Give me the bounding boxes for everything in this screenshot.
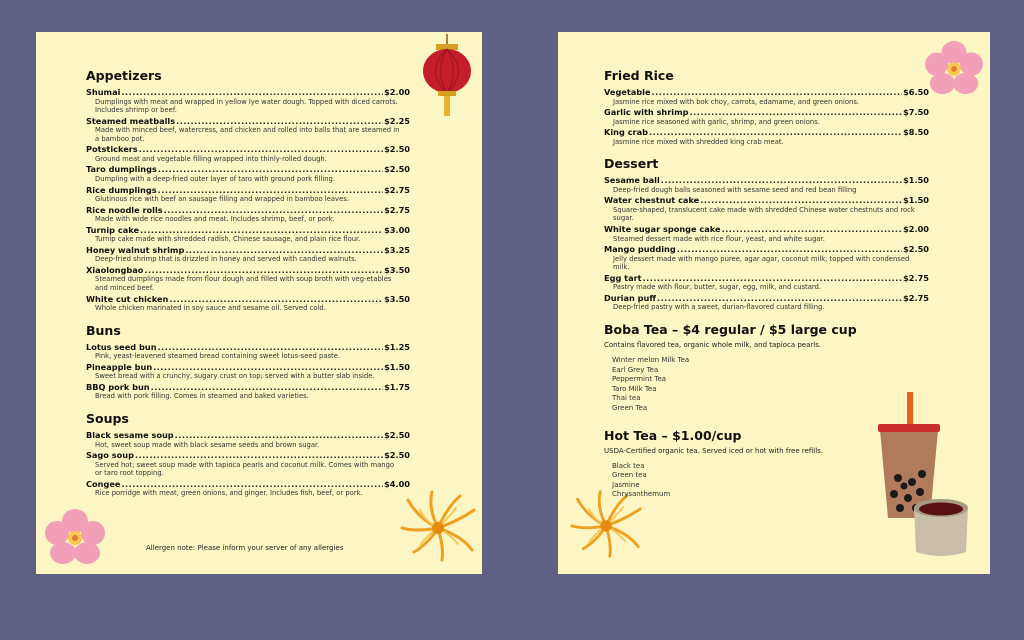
section-title: Buns (86, 322, 121, 338)
menu-item-description: Pastry made with flour, butter, sugar, egg, milk, and custard. (613, 283, 822, 292)
section-title: Fried Rice (604, 68, 674, 83)
menu-item-price: $3.50 (384, 293, 410, 304)
menu-item-price: $2.75 (903, 292, 929, 303)
menu-item-row (86, 164, 410, 175)
menu-item-price: $1.50 (903, 175, 929, 186)
menu-item-name: Durian puff (604, 292, 656, 303)
menu-item-price: $2.75 (903, 272, 929, 283)
menu-item-description: Rice porridge with meat, green onions, and ginger. Includes fish, beef, or pork. (95, 489, 363, 498)
menu-item-name: White sugar sponge cake (604, 224, 721, 235)
dot-leader (121, 479, 383, 490)
section-title: Soups (86, 411, 129, 426)
dot-leader (185, 245, 383, 256)
dot-leader (139, 144, 383, 155)
orange-chrysanthemum-icon (398, 488, 478, 564)
dot-leader (151, 382, 383, 393)
menu-item-name: Honey walnut shrimp (86, 244, 185, 255)
menu-item (604, 87, 929, 106)
menu-page-right (558, 32, 990, 574)
boba-flavor-list (604, 356, 929, 414)
menu-item-row (86, 430, 410, 441)
flavor-item: Black tea (612, 461, 645, 470)
menu-item-row (604, 175, 929, 186)
menu-item-row (86, 362, 410, 373)
dot-leader (158, 185, 383, 196)
dot-leader (643, 273, 903, 284)
menu-item-description: Turnip cake made with shredded radish, Chinese sausage, and plain rice flour. (95, 235, 361, 244)
menu-item (86, 225, 410, 244)
menu-item-row (86, 265, 410, 276)
dot-leader (158, 164, 383, 175)
red-lantern-icon (420, 34, 474, 118)
menu-item (604, 195, 929, 223)
hot-tea-title: Hot Tea – $1.00/cup (604, 427, 742, 443)
dot-leader (657, 293, 902, 304)
boba-tea-note: Contains flavored tea, organic whole milk, and tapioca pearls. (604, 341, 822, 350)
menu-item-name: Sago soup (86, 450, 134, 461)
hot-tea-flavor-list (604, 462, 929, 500)
dot-leader (661, 175, 902, 186)
menu-item-name: Xiaolongbao (86, 264, 144, 275)
dot-leader (176, 116, 383, 127)
menu-item-description: Made with minced beef, watercress, and chicken and rolled into balls that are steamed in a bamboo pot. (95, 126, 400, 143)
menu-item-price: $1.25 (384, 341, 410, 352)
menu-item-description: Jelly dessert made with mango puree, agar agar, coconut milk; topped with condensed milk. (613, 254, 910, 272)
hot-tea-note: USDA-Certified organic tea. Served iced or hot with free refills. (604, 446, 824, 455)
menu-item-name: Mango pudding (604, 244, 676, 255)
section-fried-rice (604, 68, 929, 146)
menu-item-name: Black sesame soup (86, 430, 174, 440)
menu-item-name: Rice noodle rolls (86, 204, 163, 215)
menu-item-name: Taro dumplings (86, 164, 157, 175)
menu-item (86, 265, 410, 293)
menu-item-name: Lotus seed bun (86, 341, 157, 352)
menu-item-description: Deep-fried dough balls seasoned with sesame seed and red bean filling (613, 185, 857, 194)
menu-item-price: $2.00 (903, 224, 929, 235)
menu-item-price: $7.50 (903, 107, 929, 118)
menu-item-description: Jasmine rice seasoned with garlic, shrimp, and green onions. (613, 117, 820, 126)
menu-item-name: Potstickers (86, 144, 138, 155)
menu-item-row (604, 107, 929, 118)
menu-item (86, 144, 410, 163)
flavor-item: Thai tea (612, 394, 641, 403)
menu-item (86, 342, 410, 361)
menu-item-description: Made with wide rice noodles and meat. Includes shrimp, beef, or pork. (95, 215, 335, 224)
menu-item-price: $4.00 (384, 478, 410, 489)
flavor-item: Taro Milk Tea (612, 384, 657, 393)
menu-item-name: Vegetable (604, 87, 651, 97)
menu-item-price: $3.50 (384, 264, 410, 275)
menu-item-row (86, 205, 410, 216)
menu-item-price: $2.75 (384, 204, 410, 215)
menu-item-row (86, 382, 410, 393)
dot-leader (121, 87, 383, 98)
menu-item-name: Egg tart (604, 272, 642, 283)
menu-item-price: $1.75 (384, 381, 410, 392)
dot-leader (169, 294, 383, 305)
menu-item-name: White cut chicken (86, 293, 169, 304)
section-title: Dessert (604, 156, 659, 172)
menu-item-name: Rice dumplings (86, 184, 157, 195)
flavor-item: Jasmine (612, 480, 640, 489)
menu-item (86, 450, 410, 478)
menu-item-price: $2.00 (384, 87, 410, 97)
menu-item-description: Jasmine rice mixed with bok choy, carrots, edamame, and green onions. (613, 97, 860, 106)
menu-item-price: $8.50 (903, 127, 929, 138)
section-dessert (604, 156, 929, 312)
menu-item-row (86, 294, 410, 305)
menu-item-row (86, 116, 410, 127)
menu-item-row (86, 144, 410, 155)
menu-item-description: Square-shaped, translucent cake made with shredded Chinese water chestnuts and rock sugar. (613, 205, 915, 223)
dot-leader (164, 205, 383, 216)
menu-item-row (604, 273, 929, 284)
menu-item-row (86, 245, 410, 256)
menu-item-name: King crab (604, 127, 648, 138)
dot-leader (690, 107, 903, 118)
menu-item-description: Served hot; sweet soup made with tapioca pearls and coconut milk. Comes with mango or taro root topping. (95, 460, 395, 478)
menu-item-price: $2.25 (384, 115, 410, 126)
menu-item-price: $2.50 (384, 144, 410, 155)
menu-item (604, 127, 929, 146)
menu-item-price: $2.50 (903, 244, 929, 255)
menu-right-content (604, 68, 929, 510)
menu-item-row (86, 342, 410, 353)
menu-item-price: $3.25 (384, 244, 410, 255)
menu-item (86, 245, 410, 264)
menu-item-name: Garlic with shrimp (604, 107, 689, 118)
dot-leader (700, 195, 902, 206)
menu-item (86, 185, 410, 204)
menu-item-price: $2.50 (384, 430, 410, 440)
menu-item-row (604, 224, 929, 235)
menu-item-description: Dumpling with a deep-fried outer layer of taro with ground pork filling. (95, 174, 335, 183)
section-title: Appetizers (86, 68, 162, 83)
boba-tea-title: Boba Tea – $4 regular / $5 large cup (604, 322, 857, 338)
flavor-item: Green Tea (612, 404, 648, 412)
menu-item-name: Shumai (86, 87, 121, 97)
menu-item (86, 294, 410, 313)
dot-leader (175, 430, 383, 441)
menu-item-row (86, 225, 410, 236)
dot-leader (649, 127, 902, 138)
menu-item-price: $2.50 (384, 450, 410, 461)
dot-leader (135, 450, 383, 461)
menu-item-row (86, 450, 410, 461)
menu-item (604, 293, 929, 312)
menu-item-description: Steamed dessert made with rice flour, yeast, and white sugar. (613, 234, 825, 243)
menu-item-row (604, 293, 929, 304)
menu-item-description: Whole chicken marinated in soy sauce and sesame oil. Served cold. (95, 304, 326, 313)
section-hot-tea (604, 428, 929, 500)
menu-item-description: Ground meat and vegetable filling wrapped into thinly-rolled dough. (95, 154, 327, 163)
menu-left-content (86, 68, 410, 508)
menu-item-description: Deep-fried shrimp that is drizzled in honey and served with candied walnuts. (95, 255, 357, 264)
menu-item-row (604, 244, 929, 255)
menu-item (86, 164, 410, 183)
flavor-item: Green tea (612, 471, 647, 480)
menu-item-price: $6.50 (903, 87, 929, 97)
menu-item-description: Deep-fried pastry with a sweet, durian-flavored custard filling. (613, 303, 825, 312)
menu-item-name: Sesame ball (604, 175, 660, 186)
menu-item-name: Water chestnut cake (604, 195, 700, 206)
section-boba-tea (604, 322, 929, 414)
menu-item (86, 116, 410, 144)
section-appetizers (86, 68, 410, 313)
menu-item (86, 382, 410, 401)
menu-item-name: Congee (86, 478, 121, 489)
menu-item-price: $2.75 (384, 184, 410, 195)
menu-item-description: Dumplings with meat and wrapped in yellow lye water dough. Topped with diced carrots. Includes shrimp or beef. (95, 97, 398, 115)
menu-item-name: Turnip cake (86, 224, 140, 235)
flavor-item: Earl Grey Tea (612, 365, 659, 374)
menu-item-row (86, 185, 410, 196)
menu-item-name: Pineapple bun (86, 361, 153, 372)
menu-item-description: Jasmine rice mixed with shredded king crab meat. (613, 137, 784, 146)
dot-leader (722, 224, 903, 235)
menu-item-description: Hot, sweet soup made with black sesame seeds and brown sugar. (95, 440, 320, 449)
menu-item-description: Bread with pork filling. Comes in steamed and baked varieties. (95, 392, 309, 401)
dot-leader (677, 244, 902, 255)
menu-item-description: Glutinous rice with beef an sausage filling and wrapped in bamboo leaves. (95, 195, 349, 204)
menu-item-name: BBQ pork bun (86, 381, 150, 392)
menu-item (86, 87, 410, 115)
menu-item (604, 224, 929, 243)
menu-item (86, 479, 410, 498)
menu-item (604, 244, 929, 272)
menu-item-price: $3.00 (384, 224, 410, 235)
section-buns (86, 323, 410, 401)
dot-leader (140, 225, 383, 236)
flavor-item: Chrysanthemum (612, 490, 671, 499)
menu-item-row (604, 195, 929, 206)
pink-plum-blossom-icon (924, 40, 984, 96)
menu-item-description: Sweet bread with a crunchy, sugary crust on top; served with a butter slab inside. (95, 372, 375, 381)
menu-item (604, 273, 929, 292)
dot-leader (144, 265, 383, 276)
menu-item (86, 362, 410, 381)
menu-item (86, 430, 410, 449)
allergen-note: Allergen note: Please inform your server of any allergies (146, 544, 344, 552)
section-soups (86, 411, 410, 498)
pink-plum-blossom-icon (44, 508, 106, 566)
dot-leader (652, 87, 903, 98)
menu-item (604, 175, 929, 194)
menu-item-name: Steamed meatballs (86, 115, 176, 126)
menu-item (86, 205, 410, 224)
menu-item-row (86, 87, 410, 98)
dot-leader (153, 362, 383, 373)
menu-item-row (86, 479, 410, 490)
flavor-item: Peppermint Tea (612, 375, 667, 384)
menu-item-description: Steamed dumplings made from flour dough and filled with soup broth with veg-etables and minced beef. (95, 275, 392, 293)
menu-item-description: Pink, yeast-leavened steamed bread containing sweet lotus-seed paste. (95, 352, 341, 361)
menu-item-row (604, 127, 929, 138)
menu-item-price: $1.50 (384, 361, 410, 372)
menu-item-price: $2.50 (384, 164, 410, 175)
dot-leader (158, 342, 384, 353)
menu-page-left (36, 32, 482, 574)
flavor-item: Winter melon Milk Tea (612, 356, 690, 365)
menu-item (604, 107, 929, 126)
menu-item-row (604, 87, 929, 98)
menu-item-price: $1.50 (903, 195, 929, 206)
